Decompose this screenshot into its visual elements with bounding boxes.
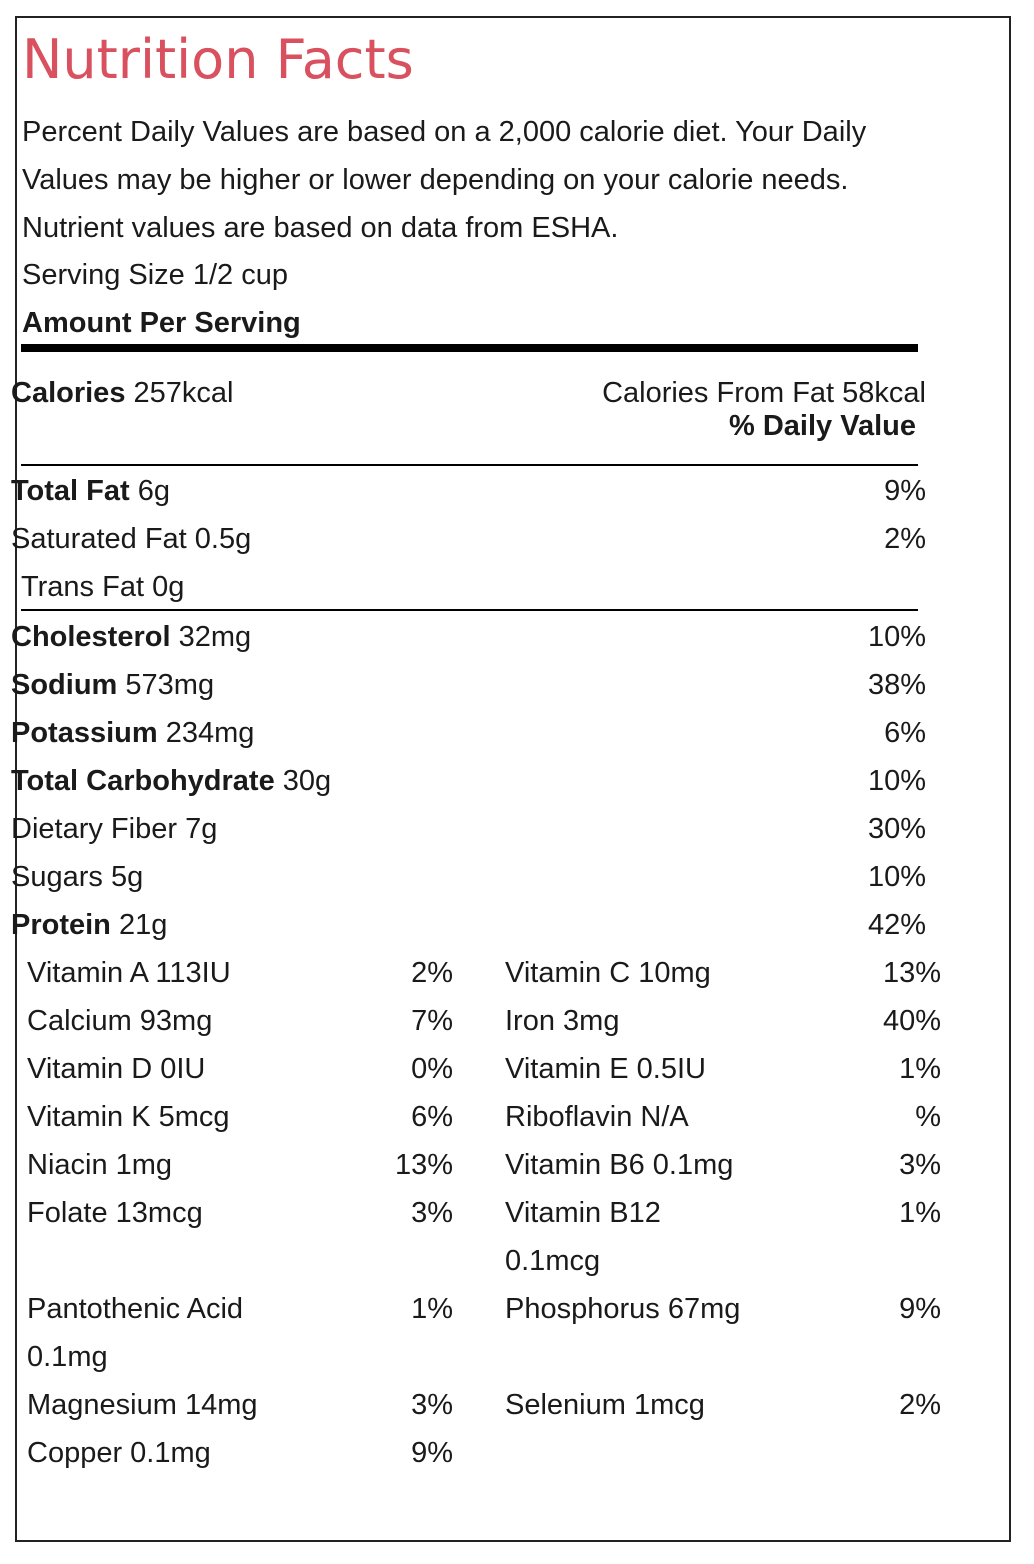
- nutrient-label: Total Carbohydrate: [11, 765, 275, 797]
- folate-cell: [27, 1189, 453, 1237]
- pantothenic-acid-cell: [27, 1285, 453, 1381]
- nutrient-dv: 30%: [867, 813, 926, 845]
- nutrient-dv: 10%: [867, 861, 926, 893]
- nutrient-label: Sodium: [11, 669, 118, 701]
- calories-value: 257kcal: [133, 377, 234, 409]
- copper-cell: [27, 1429, 453, 1477]
- thick-divider: [21, 344, 918, 352]
- nutrition-facts-title: Nutrition Facts: [22, 28, 414, 91]
- daily-values-disclaimer: Percent Daily Values are based on a 2,000 calorie diet. Your Daily Values may be higher or lower depending on your calorie needs. Nutrient values are based on data from ESHA.: [22, 116, 867, 244]
- vitamin-label: Vitamin D 0IU: [27, 1053, 206, 1085]
- vitamin-dv: %: [915, 1101, 941, 1133]
- nutrient-row-dietary-fiber: [11, 809, 926, 849]
- vitamin-label: Pantothenic Acid 0.1mg: [27, 1293, 244, 1373]
- vitamin-label: Magnesium 14mg: [27, 1389, 258, 1421]
- nutrient-label: Sugars: [11, 861, 103, 893]
- vitamin-label: Vitamin B6 0.1mg: [505, 1149, 734, 1181]
- nutrient-label: Saturated Fat: [11, 523, 187, 555]
- calories-label: Calories: [11, 377, 126, 409]
- vitamin-k-cell: [27, 1093, 453, 1141]
- nutrient-dv: 42%: [867, 909, 926, 941]
- vitamin-dv: 1%: [411, 1293, 453, 1325]
- vitamin-label: Phosphorus 67mg: [505, 1293, 741, 1325]
- vitamin-dv: 1%: [899, 1053, 941, 1085]
- vitamin-dv: 3%: [411, 1197, 453, 1229]
- vitamin-a-cell: [27, 949, 453, 997]
- vitamin-b6-cell: [505, 1141, 941, 1189]
- vitamin-dv: 7%: [411, 1005, 453, 1037]
- nutrient-value: 6g: [137, 475, 171, 507]
- nutrient-value: 21g: [118, 909, 168, 941]
- vitamin-label: Riboflavin N/A: [505, 1101, 689, 1133]
- nutrient-value: 30g: [282, 765, 332, 797]
- nutrient-label: Dietary Fiber: [11, 813, 177, 845]
- serving-size: Serving Size 1/2 cup: [22, 259, 288, 291]
- vitamin-dv: 9%: [411, 1437, 453, 1469]
- vitamin-e-cell: [505, 1045, 941, 1093]
- calcium-cell: [27, 997, 453, 1045]
- nutrient-value: 7g: [185, 813, 218, 845]
- vitamin-dv: 6%: [411, 1101, 453, 1133]
- vitamin-label: Copper 0.1mg: [27, 1437, 211, 1469]
- vitamin-c-cell: [505, 949, 941, 997]
- vitamin-d-cell: [27, 1045, 453, 1093]
- nutrient-label: Trans Fat: [21, 571, 145, 603]
- riboflavin-cell: [505, 1093, 941, 1141]
- vitamin-dv: 3%: [411, 1389, 453, 1421]
- nutrient-row-potassium: [11, 713, 926, 753]
- nutrient-row-sodium: [11, 665, 926, 705]
- nutrient-dv: 10%: [867, 765, 926, 797]
- nutrient-value: 0g: [152, 571, 185, 603]
- selenium-cell: [505, 1381, 941, 1429]
- nutrient-label: Cholesterol: [11, 621, 171, 653]
- nutrient-value: 32mg: [178, 621, 252, 653]
- nutrient-value: 573mg: [125, 669, 215, 701]
- vitamin-dv: 13%: [394, 1149, 453, 1181]
- vitamin-dv: 2%: [899, 1389, 941, 1421]
- vitamin-dv: 2%: [411, 957, 453, 989]
- amount-per-serving: Amount Per Serving: [22, 307, 301, 339]
- vitamin-dv: 0%: [411, 1053, 453, 1085]
- nutrient-dv: 6%: [884, 717, 926, 749]
- nutrient-row-protein: [11, 905, 926, 945]
- vitamin-dv: 1%: [899, 1197, 941, 1229]
- calories-from-fat: Calories From Fat 58kcal: [602, 377, 926, 409]
- vitamin-dv: 3%: [899, 1149, 941, 1181]
- vitamin-label: Calcium 93mg: [27, 1005, 213, 1037]
- divider: [21, 464, 918, 466]
- nutrient-value: 234mg: [165, 717, 255, 749]
- nutrient-value: 5g: [110, 861, 144, 893]
- vitamin-label: Vitamin E 0.5IU: [505, 1053, 706, 1085]
- nutrient-row-sugars: [11, 857, 926, 897]
- nutrient-dv: 10%: [867, 621, 926, 653]
- vitamin-label: Selenium 1mcg: [505, 1389, 705, 1421]
- divider: [21, 609, 918, 611]
- nutrient-value: 0.5g: [194, 523, 252, 555]
- nutrient-label: Protein: [11, 909, 111, 941]
- vitamin-label: Folate 13mcg: [27, 1197, 203, 1229]
- vitamin-label: Vitamin B12 0.1mcg: [505, 1197, 661, 1277]
- nutrient-row-trans-fat: [21, 567, 926, 607]
- nutrient-dv: 38%: [867, 669, 926, 701]
- vitamin-label: Vitamin K 5mcg: [27, 1101, 230, 1133]
- daily-value-header: % Daily Value: [729, 410, 916, 442]
- nutrient-row-saturated-fat: [11, 519, 926, 559]
- vitamin-dv: 9%: [899, 1293, 941, 1325]
- nutrient-row-total-fat: [11, 471, 926, 511]
- nutrient-label: Total Fat: [11, 475, 130, 507]
- nutrient-dv: 2%: [884, 523, 926, 555]
- magnesium-cell: [27, 1381, 453, 1429]
- nutrient-label: Potassium: [11, 717, 158, 749]
- vitamin-label: Iron 3mg: [505, 1005, 620, 1037]
- vitamin-dv: 40%: [882, 1005, 941, 1037]
- iron-cell: [505, 997, 941, 1045]
- nutrient-row-cholesterol: [11, 617, 926, 657]
- calories-amount: [11, 373, 233, 413]
- vitamin-dv: 13%: [882, 957, 941, 989]
- nutrient-dv: 9%: [884, 475, 926, 507]
- niacin-cell: [27, 1141, 453, 1189]
- vitamin-label: Vitamin A 113IU: [27, 957, 231, 989]
- nutrient-row-total-carbohydrate: [11, 761, 926, 801]
- vitamin-label: Niacin 1mg: [27, 1149, 173, 1181]
- vitamin-b12-cell: [505, 1189, 941, 1285]
- vitamin-label: Vitamin C 10mg: [505, 957, 711, 989]
- phosphorus-cell: [505, 1285, 941, 1333]
